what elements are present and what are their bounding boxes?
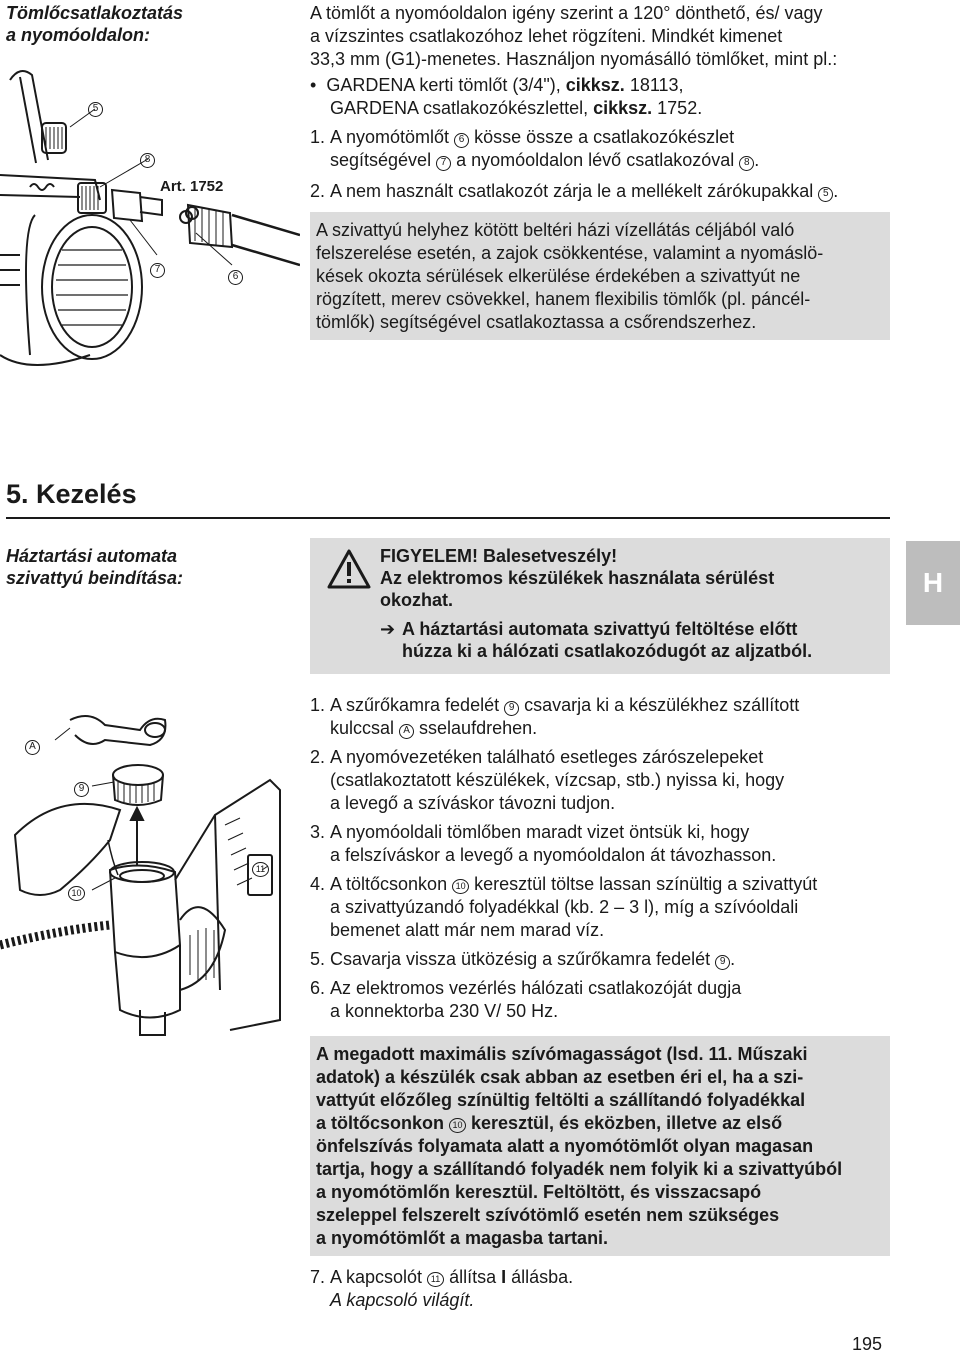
language-tab: H [906,541,960,625]
suction-height-note-box: A megadott maximális szívómagasságot (lsd. 11. Műszaki adatok) a készülék csak abban az esetben éri el, ha a szi- vattyút előzőleg színültig feltölti a szállítandó folyadékkal a töltőcsonkon 10 keresztül, és eközben, illetve az első önfelszívás folyamata alatt a nyomótömlőt olyan magasan tartja, hogy a szállítandó folyadék nem folyik ki a szivattyúból a nyomótömlőn keresztül. Feltöltött, és visszacsapó szeleppel felszerelt szívótömlő esetén nem szükséges a nyomótömlőt a magasba tartani. [310,1036,890,1256]
hose-intro-text: A tömlőt a nyomóoldalon igény szerint a 120° dönthető, és/ vagy a vízszintes csatlakozóhoz lehet rögzíteni. Mindkét kimenet 33,3 mm (G1)-menetes. Használjon nyomásálló tömlőket, mint pl.: [310,3,838,69]
hose-connector-figure [0,55,300,375]
hose-step-1: 1. A nyomótömlőt 6 kösse össze a csatlakozókészlet [310,127,735,147]
callout-9: 9 [74,782,89,797]
pump-outlet-illustration [0,55,300,375]
callout-7: 7 [150,263,165,278]
hose-connection-heading: Tömlőcsatlakoztatás a nyomóoldalon: [6,3,184,45]
pump-filling-illustration [0,690,290,1040]
callout-10: 10 [68,886,85,901]
operation-step-5: 5. Csavarja vissza ütközésig a szűrőkamra fedelét 9 . [310,949,736,969]
installation-note-box: A szivattyú helyhez kötött beltéri házi vízellátás céljából való felszerelése esetén, a zajok csökkentése, valamint a nyomáslö- kések okozta sérülések elkerülése érdekében a szivattyút ne rögzített, merev csövekkel, hanem flexibilis tömlők (pl. páncél- tömlők) segítségével csatlakoztassa a csőrendszerhez. [310,212,890,340]
pump-filling-figure [0,690,290,1040]
section-title: 5. Kezelés [6,479,137,509]
operation-step-7: 7. A kapcsolót 11 állítsa I állásba. A kapcsoló világít. [310,1267,574,1310]
hose-steps: 1. A nyomótömlőt 6 kösse össze a csatlakozókészlet segítségével 7 a nyomóoldalon lévő csatlakozóval 8 . 2. A nem használt csatlakozót zárja le a mellékelt zárókupakkal 5 . [310,127,839,201]
operation-step-3: 3. A nyomóoldali tömlőben maradt vizet öntsük ki, hogy a felszíváskor a levegő a nyomóoldalon át távozhasson. [310,822,777,865]
section-rule [6,517,890,519]
page-number: 195 [852,1334,883,1352]
callout-8: 8 [140,153,155,168]
start-pump-heading: Háztartási automata szivattyú beindítása: [6,546,184,588]
warning-icon [326,548,372,590]
callout-5: 5 [88,102,103,117]
arrow-icon: ➔ [380,619,396,639]
warning-text: FIGYELEM! Balesetveszély! Az elektromos készülékek használata sérülést okozhat. ➔ A háztartási automata szivattyú feltöltése előtt húzza ki a hálózati csatlakozódugót az aljzatból. [380,546,813,661]
operation-step-1: 1. A szűrőkamra fedelét 9 csavarja ki a készülékhez szállított kulccsal A sselaufdrehen. [310,695,800,738]
callout-6: 6 [228,270,243,285]
warning-box [310,538,890,674]
hose-step-2: 2. A nem használt csatlakozót zárja le a mellékelt zárókupakkal 5 . [310,181,839,201]
operation-step-6: 6. Az elektromos vezérlés hálózati csatlakozóját dugja a konnektorba 230 V/ 50 Hz. [310,978,742,1021]
operation-step-4: 4. A töltőcsonkon 10 keresztül töltse lassan színültig a szivattyút a szivattyúzandó folyadékkal (kb. 2 – 3 l), míg a szívóoldali bemenet alatt már nem marad víz. [310,874,818,940]
callout-11: 11 [252,862,269,877]
operation-step-2: 2. A nyomóvezetéken található esetleges zárószelepeket (csatlakoztatott készülékek, vízcsap, stb.) nyissa ki, hogy a levegő a szíváskor távozni tudjon. [310,747,785,813]
art-number-label: Art. 1752 [160,178,224,195]
operation-steps [310,694,817,1023]
callout-A: A [25,740,40,755]
hose-recommendation-bullet: • GARDENA kerti tömlőt (3/4"), cikksz. 18113, GARDENA csatlakozókészlettel, cikksz. 1752. [310,75,703,118]
